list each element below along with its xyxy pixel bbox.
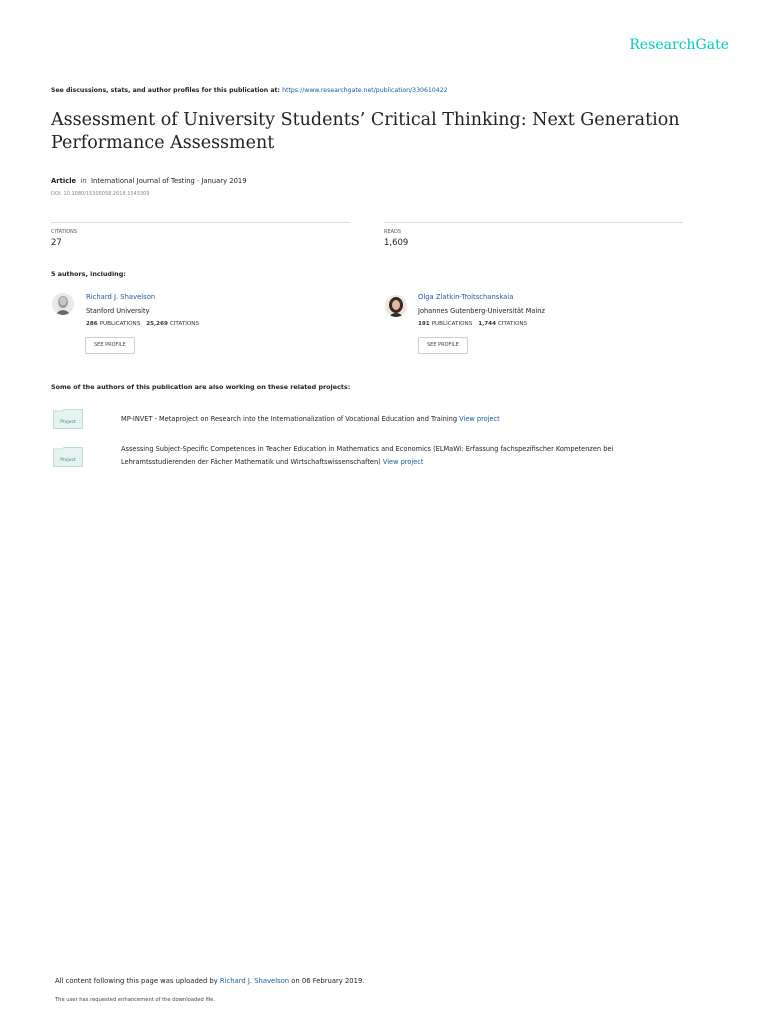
upload-suffix: on 06 February 2019. [289,977,365,985]
author-citations-count: 1,744 [478,321,496,327]
article-in: in [80,177,87,185]
uploader-link[interactable]: Richard J. Shavelson [219,977,290,985]
author-name-link[interactable]: Richard J. Shavelson [86,293,156,301]
top-notice-text: See discussions, stats, and author profiles for this publication at: [51,87,283,94]
author-publications-label: PUBLICATIONS [99,321,141,327]
researchgate-logo[interactable]: ResearchGate [629,37,729,53]
avatar-olga-zlatkin-troitschanskaia[interactable] [385,295,407,317]
see-profile-button[interactable]: SEE PROFILE [85,337,135,354]
reads-label: READS [384,229,402,235]
author-stats [418,321,527,327]
article-meta [51,177,247,185]
citations-label: CITATIONS [51,229,78,235]
project-title: Assessing Subject-Specific Competences in Teacher Education in Mathematics and Economics (ELMaWi: Erfassung fachspezifischer Kompetenzen bei Lehramtsstudierenden der Fächer Mathematik und Wirtschaftswissenschaften) [121,445,614,466]
article-type: Article [51,177,77,185]
projects-heading: Some of the authors of this publication are also working on these related projects: [51,383,351,391]
avatar-photo-icon [52,293,74,315]
project-title: MP-INVET - Metaproject on Research into the Internationalization of Vocational Education and Training [121,415,460,423]
project-icon-label: Project [60,420,76,425]
project-item [121,443,681,469]
see-profile-button[interactable]: SEE PROFILE [418,337,468,354]
author-publications-count: 191 [418,321,430,327]
author-institution: Stanford University [86,307,150,315]
view-project-link[interactable]: View project [459,415,500,423]
divider-reads [384,222,683,223]
publication-title: Assessment of University Students’ Critical Thinking: Next Generation Performance Assessment [51,110,680,153]
author-name-link[interactable]: Olga Zlatkin-Troitschanskaia [418,293,514,301]
reads-value: 1,609 [384,238,409,248]
author-citations-count: 25,269 [146,321,168,327]
author-stats [86,321,199,327]
author-citations-label: CITATIONS [169,321,199,327]
enhancement-note: The user has requested enhancement of the downloaded file. [55,997,216,1003]
avatar-photo-icon [385,295,407,317]
project-folder-icon[interactable] [53,409,83,429]
project-icon-label: Project [60,458,76,463]
journal-name: International Journal of Testing · January 2019 [91,177,247,185]
authors-heading: 5 authors, including: [51,270,126,278]
publication-url-link[interactable]: https://www.researchgate.net/publication/330610422 [282,87,448,94]
upload-prefix: All content following this page was uploaded by [55,977,220,985]
author-publications-label: PUBLICATIONS [431,321,473,327]
avatar-richard-shavelson[interactable] [52,293,74,315]
citations-value: 27 [51,238,62,248]
author-institution: Johannes Gutenberg-Universität Mainz [418,307,545,315]
view-project-link[interactable]: View project [382,458,424,466]
upload-notice [55,977,364,985]
top-notice [51,87,448,94]
author-citations-label: CITATIONS [497,321,528,327]
project-item [121,413,681,426]
divider-citations [51,222,350,223]
doi: DOI: 10.1080/15305058.2018.1543309 [51,191,150,197]
project-folder-icon[interactable] [53,447,83,467]
author-publications-count: 286 [86,321,98,327]
